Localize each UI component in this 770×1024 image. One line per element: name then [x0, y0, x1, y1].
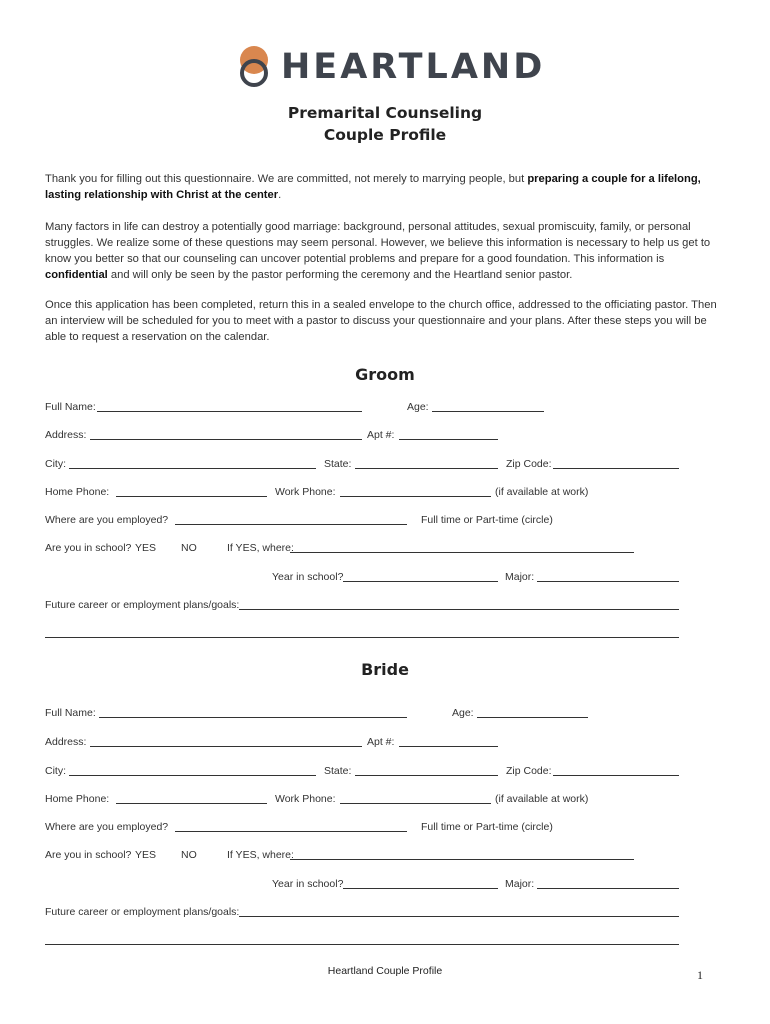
page-title-line2: Couple Profile [323, 126, 447, 144]
bride-age-label: Age: [452, 707, 474, 719]
bride-heading: Bride [361, 660, 409, 679]
bride-school-where-field[interactable] [290, 859, 634, 860]
bride-career-field[interactable] [239, 916, 679, 917]
groom-if-yes-label: If YES, where: [227, 542, 294, 554]
bride-major-label: Major: [505, 878, 535, 890]
logo-text: HEARTLAND [281, 47, 546, 87]
page-title-line1: Premarital Counseling [287, 104, 483, 122]
groom-career-field[interactable] [239, 609, 679, 610]
intro-paragraph-1: Thank you for filling out this questionnaire. We are committed, not merely to marrying people, but preparing a couple for a lifelong, lasting relationship with Christ at the center. [45, 173, 701, 201]
bride-city-label: City: [45, 765, 66, 777]
bride-career-label: Future career or employment plans/goals: [45, 906, 240, 918]
bride-full-name-label: Full Name: [45, 707, 96, 719]
bride-school-yes-option[interactable]: YES [135, 849, 157, 861]
bride-employed-field[interactable] [175, 831, 407, 832]
confidential-emphasis: confidential [45, 269, 108, 281]
bride-work-phone-field[interactable] [340, 803, 491, 804]
groom-city-label: City: [45, 458, 66, 470]
bride-age-field[interactable] [477, 717, 588, 718]
groom-state-label: State: [324, 458, 352, 470]
bride-career-field-line-2[interactable] [45, 944, 679, 945]
groom-address-field[interactable] [90, 439, 362, 440]
groom-full-part-time[interactable]: Full time or Part-time (circle) [421, 514, 553, 526]
heartland-logo [237, 44, 545, 90]
groom-school-yes-option[interactable]: YES [135, 542, 157, 554]
groom-home-phone-field[interactable] [116, 496, 267, 497]
intro-paragraph-3: Once this application has been completed, return this in a sealed envelope to the church office, addressed to the officiating pastor. Then an interview will be scheduled for you to meet with a pastor to discuss your questionnaire and your plans. After these steps you will be able to request a reservation on the calendar. [45, 299, 717, 343]
bride-work-phone-label: Work Phone: [275, 793, 336, 805]
bride-state-field[interactable] [355, 775, 498, 776]
bride-full-part-time[interactable]: Full time or Part-time (circle) [421, 821, 553, 833]
groom-home-phone-label: Home Phone: [45, 486, 110, 498]
bride-city-field[interactable] [69, 775, 316, 776]
groom-employed-label: Where are you employed? [45, 514, 169, 526]
groom-address-label: Address: [45, 429, 87, 441]
intro-paragraph-2: Many factors in life can destroy a potentially good marriage: background, personal attitudes, sexual promiscuity, family, or personal struggles. We realize some of these questions may seem personal. However, we believe this information is necessary to help us get to know you better so that our counseling can uncover potential problems and prepare for a good foundation. This information is confidential and will only be seen by the pastor performing the ceremony and the Heartland senior pastor. [45, 221, 711, 281]
bride-if-available-note: (if available at work) [495, 793, 589, 805]
groom-city-field[interactable] [69, 468, 316, 469]
groom-age-field[interactable] [432, 411, 544, 412]
groom-age-label: Age: [407, 401, 429, 413]
bride-apt-field[interactable] [399, 746, 498, 747]
bride-in-school-label: Are you in school? [45, 849, 132, 861]
bride-address-label: Address: [45, 736, 87, 748]
groom-year-school-field[interactable] [343, 581, 498, 582]
bride-school-no-option[interactable]: NO [181, 849, 197, 861]
groom-major-label: Major: [505, 571, 535, 583]
bride-full-name-field[interactable] [99, 717, 407, 718]
groom-in-school-label: Are you in school? [45, 542, 132, 554]
groom-major-field[interactable] [537, 581, 679, 582]
groom-heading: Groom [355, 365, 415, 384]
bride-zip-field[interactable] [553, 775, 679, 776]
groom-if-available-note: (if available at work) [495, 486, 589, 498]
page-number: 1 [697, 968, 703, 982]
bride-if-yes-label: If YES, where: [227, 849, 294, 861]
bride-zip-label: Zip Code: [506, 765, 552, 777]
groom-apt-label: Apt #: [367, 429, 395, 441]
bride-address-field[interactable] [90, 746, 362, 747]
groom-zip-field[interactable] [553, 468, 679, 469]
intro-emphasis: preparing a couple for a lifelong, lasting relationship with Christ at the center [45, 173, 701, 201]
groom-full-name-field[interactable] [97, 411, 362, 412]
groom-career-field-line-2[interactable] [45, 637, 679, 638]
groom-state-field[interactable] [355, 468, 498, 469]
groom-career-label: Future career or employment plans/goals: [45, 599, 240, 611]
groom-full-name-label: Full Name: [45, 401, 96, 413]
bride-employed-label: Where are you employed? [45, 821, 169, 833]
groom-work-phone-field[interactable] [340, 496, 491, 497]
heartland-logo-icon [237, 44, 271, 90]
bride-home-phone-label: Home Phone: [45, 793, 110, 805]
bride-state-label: State: [324, 765, 352, 777]
bride-apt-label: Apt #: [367, 736, 395, 748]
bride-year-school-field[interactable] [343, 888, 498, 889]
bride-major-field[interactable] [537, 888, 679, 889]
bride-home-phone-field[interactable] [116, 803, 267, 804]
groom-year-school-label: Year in school? [272, 571, 344, 583]
groom-employed-field[interactable] [175, 524, 407, 525]
bride-year-school-label: Year in school? [272, 878, 344, 890]
groom-work-phone-label: Work Phone: [275, 486, 336, 498]
groom-zip-label: Zip Code: [506, 458, 552, 470]
footer-label: Heartland Couple Profile [327, 965, 443, 977]
groom-apt-field[interactable] [399, 439, 498, 440]
groom-school-no-option[interactable]: NO [181, 542, 197, 554]
groom-school-where-field[interactable] [290, 552, 634, 553]
